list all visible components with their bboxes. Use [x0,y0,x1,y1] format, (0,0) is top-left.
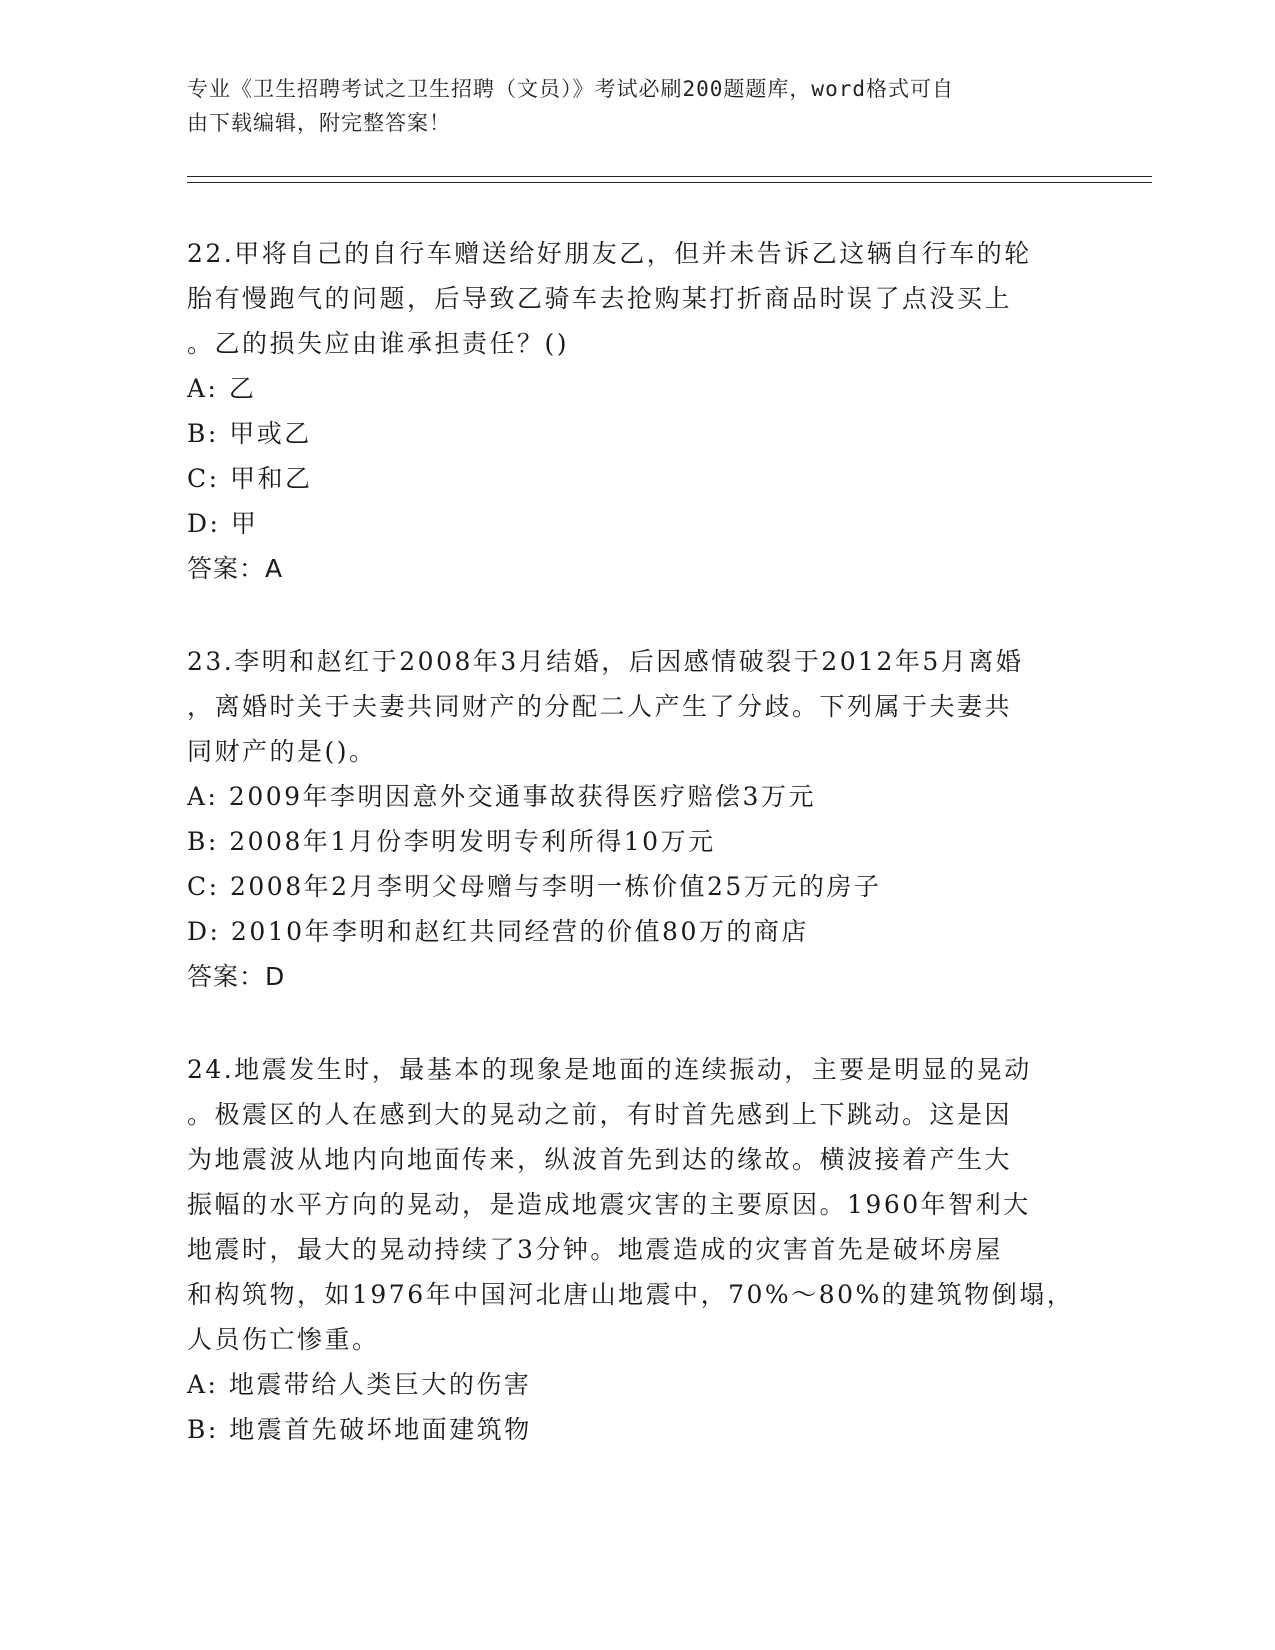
option-d: D: 2010年李明和赵红共同经营的价值80万的商店 [187,917,809,946]
question-stem-line: 胎有慢跑气的问题，后导致乙骑车去抢购某打折商品时误了点没买上 [187,284,1013,313]
option-c: C: 2008年2月李明父母赠与李明一栋价值25万元的房子 [187,872,882,901]
question-list [187,231,1087,1452]
header-line-1: 专业《卫生招聘考试之卫生招聘（文员）》考试必刷200题题库，word格式可自 [187,77,954,101]
question-stem-line: 地震时，最大的晃动持续了3分钟。地震造成的灾害首先是破坏房屋 [187,1235,1003,1264]
question-stem-line: 22.甲将自己的自行车赠送给好朋友乙，但并未告诉乙这辆自行车的轮 [187,239,1032,268]
option-d: D: 甲 [187,509,259,538]
question-stem-line: 振幅的水平方向的晃动，是造成地震灾害的主要原因。1960年智利大 [187,1190,1031,1219]
question-stem-line: 24.地震发生时，最基本的现象是地面的连续振动，主要是明显的晃动 [187,1055,1032,1084]
answer-line: 答案：A [187,554,284,583]
question-stem-line: 23.李明和赵红于2008年3月结婚，后因感情破裂于2012年5月离婚 [187,647,1024,676]
option-a: A: 乙 [187,374,257,403]
question-23 [187,639,1087,999]
question-stem-line: 。极震区的人在感到大的晃动之前，有时首先感到上下跳动。这是因 [187,1100,1013,1129]
option-a: A: 2009年李明因意外交通事故获得医疗赔偿3万元 [187,782,816,811]
answer-line: 答案：D [187,962,286,991]
question-stem-line: 。乙的损失应由谁承担责任？() [187,329,570,358]
question-stem-line: 同财产的是()。 [187,737,377,766]
question-stem-line: 和构筑物，如1976年中国河北唐山地震中，70%～80%的建筑物倒塌， [187,1280,1075,1309]
option-b: B: 2008年1月份李明发明专利所得10万元 [187,827,716,856]
option-b: B: 地震首先破坏地面建筑物 [187,1415,532,1444]
question-24 [187,1047,1087,1452]
question-spacer [187,999,1087,1047]
question-stem-line: ，离婚时关于夫妻共同财产的分配二人产生了分歧。下列属于夫妻共 [187,692,1013,721]
question-stem-line: 为地震波从地内向地面传来，纵波首先到达的缘故。横波接着产生大 [187,1145,1013,1174]
option-b: B: 甲或乙 [187,419,312,448]
header-line-2: 由下载编辑，附完整答案！ [187,111,451,135]
question-spacer [187,591,1087,639]
document-header [187,72,1067,140]
question-22 [187,231,1087,591]
option-c: C: 甲和乙 [187,464,313,493]
option-a: A: 地震带给人类巨大的伤害 [187,1370,532,1399]
header-divider [187,176,1152,183]
question-stem-line: 人员伤亡惨重。 [187,1325,380,1354]
